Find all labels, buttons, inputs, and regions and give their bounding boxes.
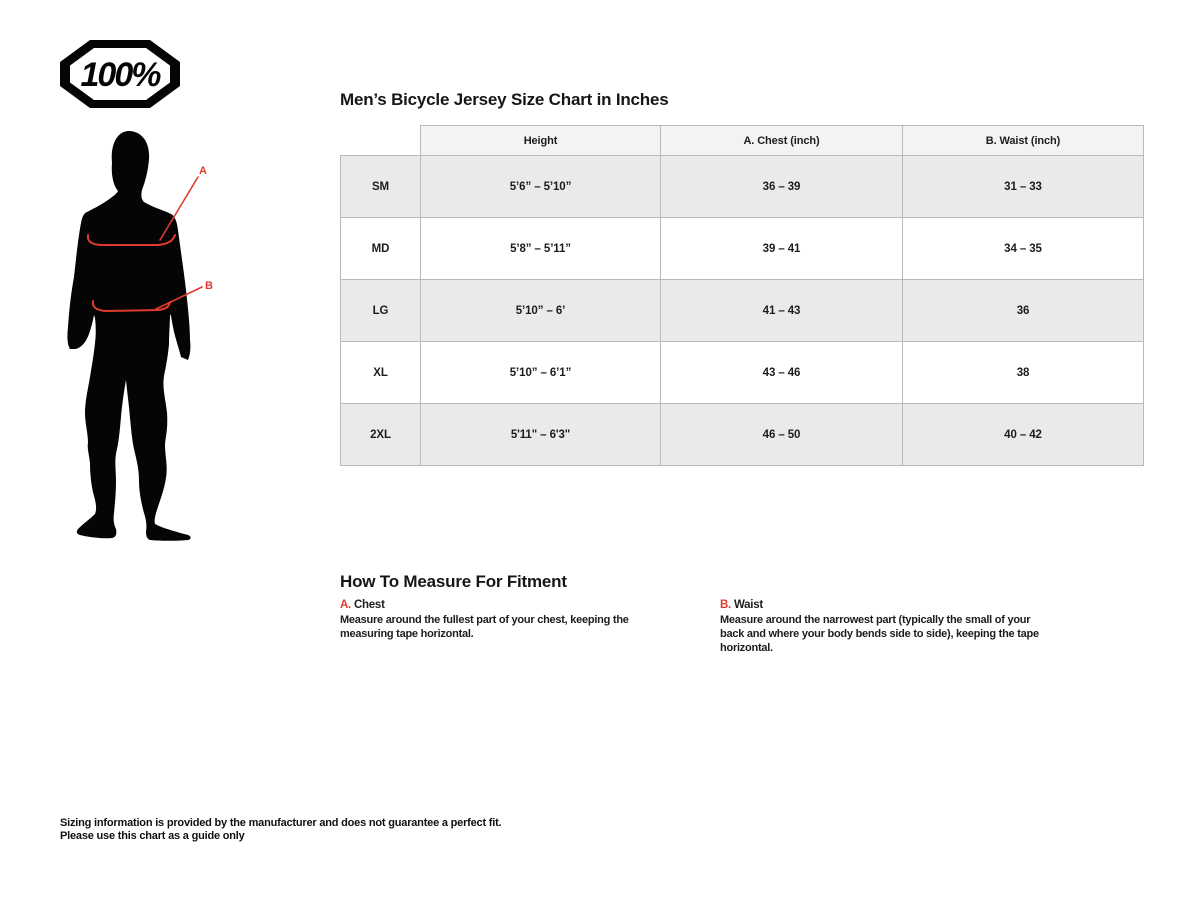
body-measurement-figure	[62, 113, 222, 545]
measure-text-waist: Measure around the narrowest part (typically the small of your back and where your body bends side to side), keeping the tape horizontal.	[720, 614, 1039, 654]
height-cell: 5’8” – 5’11”	[421, 218, 661, 280]
measure-section-chest-label	[340, 598, 662, 612]
chest-leader-line	[160, 177, 198, 240]
page-title: Men’s Bicycle Jersey Size Chart in Inches	[340, 90, 669, 109]
table-row	[341, 342, 1144, 404]
height-cell: 5’10” – 6’	[421, 280, 661, 342]
waist-cell: 34 – 35	[903, 218, 1144, 280]
table-row	[341, 404, 1144, 466]
measure-key-a: A.	[340, 599, 351, 611]
waist-cell: 36	[903, 280, 1144, 342]
measure-section-waist	[720, 598, 1042, 655]
sizing-disclaimer	[60, 817, 501, 842]
size-cell: XL	[341, 342, 421, 404]
size-cell: 2XL	[341, 404, 421, 466]
waist-cell: 31 – 33	[903, 156, 1144, 218]
waist-cell: 40 – 42	[903, 404, 1144, 466]
height-cell: 5'11" – 6'3"	[421, 404, 661, 466]
chest-cell: 46 – 50	[661, 404, 903, 466]
size-cell: LG	[341, 280, 421, 342]
sizing-disclaimer-line2: Please use this chart as a guide only	[60, 829, 245, 842]
measure-name-chest: Chest	[353, 599, 385, 611]
waist-column-header: B. Waist (inch)	[903, 126, 1144, 156]
chest-cell: 36 – 39	[661, 156, 903, 218]
chest-cell: 39 – 41	[661, 218, 903, 280]
brand-logo-icon	[60, 40, 180, 108]
chest-line-label: A	[199, 165, 207, 177]
sizing-disclaimer-line1: Sizing information is provided by the manufacturer and does not guarantee a perfect fit.	[60, 817, 502, 829]
chest-cell: 41 – 43	[661, 280, 903, 342]
measure-name-waist: Waist	[733, 599, 763, 611]
height-cell: 5’6” – 5’10”	[421, 156, 661, 218]
size-cell: SM	[341, 156, 421, 218]
measure-key-b: B.	[720, 599, 731, 611]
height-column-header: Height	[421, 126, 661, 156]
table-row	[341, 280, 1144, 342]
brand-logo-text: 100%	[80, 56, 160, 94]
size-cell: MD	[341, 218, 421, 280]
size-column-header-blank	[341, 126, 421, 156]
male-silhouette-icon	[67, 131, 190, 541]
table-header-row	[341, 126, 1144, 156]
measure-section-waist-label	[720, 598, 1042, 612]
chest-column-header: A. Chest (inch)	[661, 126, 903, 156]
chest-cell: 43 – 46	[661, 342, 903, 404]
waist-cell: 38	[903, 342, 1144, 404]
table-row	[341, 156, 1144, 218]
how-to-measure-title: How To Measure For Fitment	[340, 572, 567, 591]
height-cell: 5’10” – 6’1”	[421, 342, 661, 404]
measure-section-chest	[340, 598, 662, 641]
table-row	[341, 218, 1144, 280]
measure-text-chest: Measure around the fullest part of your chest, keeping the measuring tape horizontal.	[340, 614, 629, 640]
size-chart-table	[340, 125, 1144, 466]
waist-line-label: B	[205, 280, 213, 292]
